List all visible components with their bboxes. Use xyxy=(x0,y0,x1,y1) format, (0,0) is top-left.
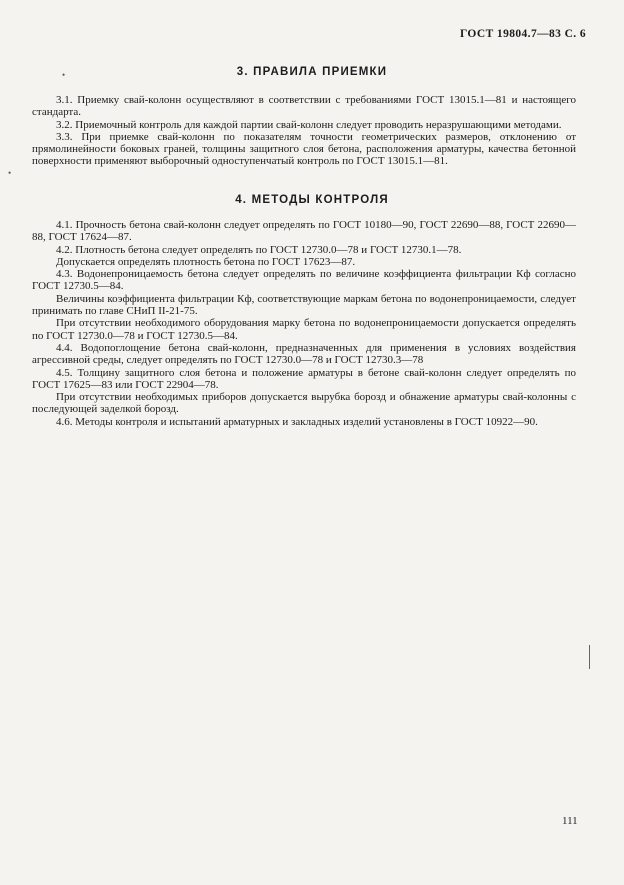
scan-edge-mark xyxy=(589,645,590,669)
section-3-title: 3. ПРАВИЛА ПРИЕМКИ xyxy=(236,66,388,78)
scan-mark: • xyxy=(8,168,12,178)
paragraph-3-3: 3.3. При приемке свай-колонн по показателям точности геометрических размеров, отклонению от прямолинейности боковых граней, толщины защитного слоя бетона, расположения арматуры, качества бетонной поверхности применяют выборочный одноступенчатый контроль по ГОСТ 13015.1—81. xyxy=(32,130,576,168)
paragraph-4-1: 4.1. Прочность бетона свай-колонн следует определять по ГОСТ 10180—90, ГОСТ 22690—88, ГОСТ 22690—88, ГОСТ 17624—87. xyxy=(32,219,576,244)
section-4-body xyxy=(32,219,576,428)
scan-mark: • xyxy=(62,70,66,80)
paragraph-4-3-alt: При отсутствии необходимого оборудования марку бетона по водонепроницаемости допускается определять по ГОСТ 12730.0—78 и ГОСТ 12730.5—84. xyxy=(32,317,576,342)
paragraph-4-5-alt: При отсутствии необходимых приборов допускается вырубка борозд и обнажение арматуры свай-колонны с последующей заделкой борозд. xyxy=(32,391,576,416)
page-header: ГОСТ 19804.7—83 С. 6 xyxy=(459,28,586,40)
paragraph-4-3-values: Величины коэффициента фильтрации Кф, соответствующие маркам бетона по водонепроницаемости, следует принимать по главе СНиП II-21-75. xyxy=(32,292,576,318)
paragraph-4-5: 4.5. Толщину защитного слоя бетона и положение арматуры в бетоне свай-колонн следует определять по ГОСТ 17625—83 или ГОСТ 22904—78. xyxy=(32,366,576,391)
paragraph-4-4: 4.4. Водопоглощение бетона свай-колонн, предназначенных для применения в условиях воздействия агрессивной среды, следует определять по ГОСТ 12730.0—78 и ГОСТ 12730.3—78 xyxy=(32,341,576,367)
section-3-body xyxy=(32,94,576,168)
section-4-title: 4. МЕТОДЫ КОНТРОЛЯ xyxy=(235,194,389,206)
page-number: 111 xyxy=(562,815,578,827)
paragraph-4-2-note: Допускается определять плотность бетона по ГОСТ 17623—87. xyxy=(56,255,356,268)
paragraph-3-1: 3.1. Приемку свай-колонн осуществляют в соответствии с требованиями ГОСТ 13015.1—81 и настоящего стандарта. xyxy=(32,94,576,119)
paragraph-3-2: 3.2. Приемочный контроль для каждой партии свай-колонн следует проводить неразрушающими методами. xyxy=(56,118,562,131)
paragraph-4-6: 4.6. Методы контроля и испытаний арматурных и закладных изделий установлены в ГОСТ 10922—90. xyxy=(56,415,538,428)
paragraph-4-3: 4.3. Водонепроницаемость бетона следует определять по величине коэффициента фильтрации Кф согласно ГОСТ 12730.5—84. xyxy=(32,268,576,293)
paragraph-4-2: 4.2. Плотность бетона следует определять по ГОСТ 12730.0—78 и ГОСТ 12730.1—78. xyxy=(56,243,462,256)
